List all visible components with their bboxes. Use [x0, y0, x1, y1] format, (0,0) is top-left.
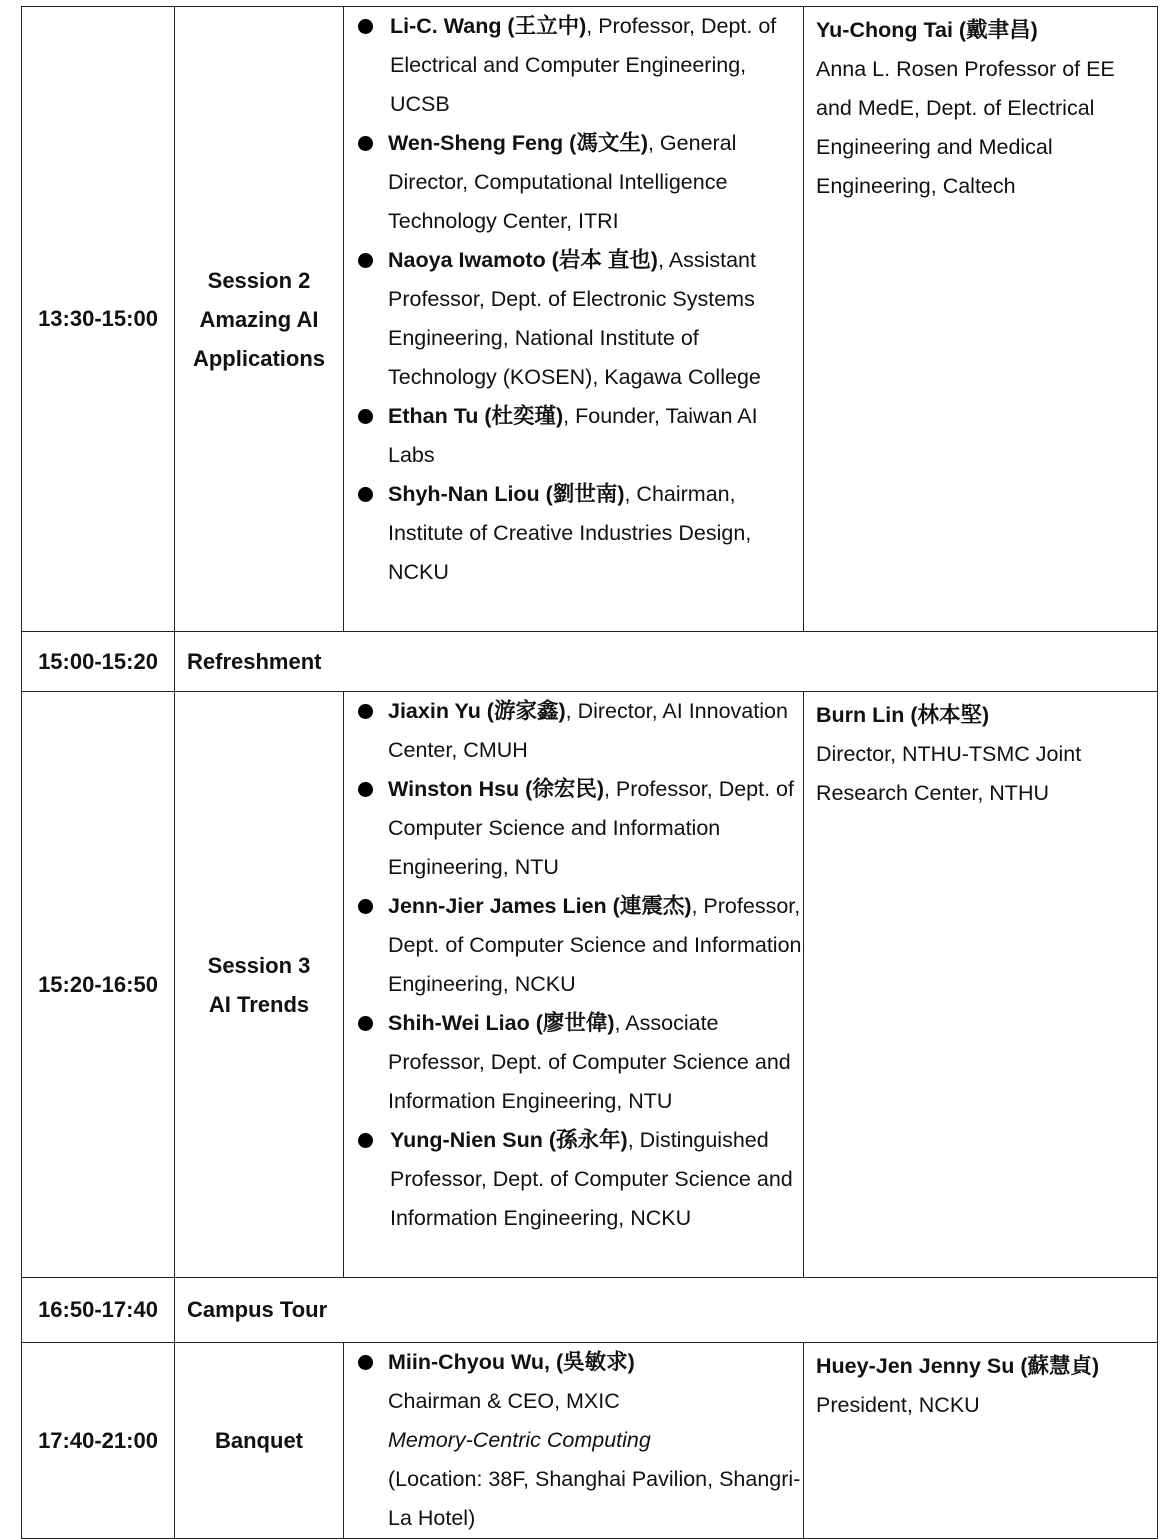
speaker-affiliation: , Assistant Professor, Dept. of Electronic Systems Engineering, National Institute of Technology (KOSEN), Kagawa College: [388, 248, 761, 389]
break-label: Campus Tour: [175, 1278, 1158, 1343]
agenda-row-break: [22, 632, 1158, 692]
speaker-item: [344, 692, 803, 770]
speaker-affiliation: , Professor, Dept. of Computer Science and Information Engineering, NCKU: [388, 894, 802, 996]
bullet-icon: [358, 19, 373, 34]
agenda-row-banquet: [22, 1343, 1158, 1539]
speaker-item: [344, 7, 803, 124]
session-number: Session 2: [207, 267, 311, 293]
speaker-item: [344, 241, 803, 397]
time-cell: 13:30-15:00: [22, 7, 175, 632]
bullet-icon: [358, 409, 373, 424]
session-title-line: Banquet: [215, 1428, 303, 1453]
bullet-icon: [358, 487, 373, 502]
speaker-name: Ethan Tu (杜奕瑾): [388, 404, 564, 428]
speaker-name: Miin-Chyou Wu, (吳敏求): [388, 1350, 635, 1374]
speaker-list: [344, 1343, 803, 1538]
speaker-affiliation: , Chairman, Institute of Creative Industries Design, NCKU: [388, 482, 752, 584]
bullet-icon: [358, 1133, 373, 1148]
speaker-name: Yung-Nien Sun (孫永年): [390, 1128, 628, 1152]
host-name: Huey-Jen Jenny Su (蘇慧貞): [816, 1354, 1100, 1378]
agenda-row-session3: [22, 692, 1158, 1278]
speaker-affiliation: , Professor, Dept. of Electrical and Computer Engineering, UCSB: [390, 14, 777, 116]
session-title-cell: [175, 7, 344, 632]
bullet-icon: [358, 704, 373, 719]
speaker-name: Jiaxin Yu (游家鑫): [388, 699, 566, 723]
agenda-row-session2: [22, 7, 1158, 632]
speaker-item: [344, 475, 803, 592]
speaker-affiliation: , Associate Professor, Dept. of Computer Science and Information Engineering, NTU: [388, 1011, 791, 1113]
talk-title: Memory-Centric Computing: [388, 1428, 651, 1452]
session-title-cell: [175, 1343, 344, 1539]
time-cell: 17:40-21:00: [22, 1343, 175, 1539]
speaker-affiliation: , Professor, Dept. of Computer Science and Information Engineering, NTU: [388, 777, 794, 879]
host-affiliation: Director, NTHU-TSMC Joint Research Center, NTHU: [816, 742, 1082, 805]
bullet-icon: [358, 136, 373, 151]
speaker-name: Winston Hsu (徐宏民): [388, 777, 604, 801]
bullet-icon: [358, 253, 373, 268]
speaker-name: Li-C. Wang (王立中): [390, 14, 587, 38]
speaker-item: [344, 1343, 803, 1538]
speaker-list: [344, 692, 803, 1238]
host-affiliation: President, NCKU: [816, 1393, 980, 1417]
time-cell: 16:50-17:40: [22, 1278, 175, 1343]
bullet-icon: [358, 899, 373, 914]
speakers-cell: [344, 7, 804, 632]
speaker-affiliation: , Director, AI Innovation Center, CMUH: [388, 699, 788, 762]
host-affiliation: Anna L. Rosen Professor of EE and MedE, Dept. of Electrical Engineering and Medical Engineering, Caltech: [816, 57, 1115, 198]
speaker-list: [344, 7, 803, 592]
host-cell: [804, 1343, 1158, 1539]
bullet-icon: [358, 1016, 373, 1031]
speaker-affiliation: , Founder, Taiwan AI Labs: [388, 404, 758, 467]
speaker-item: [344, 124, 803, 241]
speakers-cell: [344, 692, 804, 1278]
time-cell: 15:20-16:50: [22, 692, 175, 1278]
host-name: Yu-Chong Tai (戴聿昌): [816, 18, 1038, 42]
bullet-icon: [358, 782, 373, 797]
session-title-line: AI Trends: [208, 991, 310, 1017]
speaker-item: [344, 887, 803, 1004]
speaker-affiliation: Chairman & CEO, MXIC: [388, 1389, 620, 1413]
host-cell: [804, 7, 1158, 632]
session-title-cell: [175, 692, 344, 1278]
host-name: Burn Lin (林本堅): [816, 703, 990, 727]
bullet-icon: [358, 1355, 373, 1370]
speaker-item: [344, 1004, 803, 1121]
speaker-item: [344, 1121, 803, 1238]
speaker-name: Shih-Wei Liao (廖世偉): [388, 1011, 615, 1035]
speaker-name: Shyh-Nan Liou (劉世南): [388, 482, 625, 506]
speaker-item: [344, 770, 803, 887]
session-number: Session 3: [207, 952, 311, 978]
speaker-name: Jenn-Jier James Lien (連震杰): [388, 894, 692, 918]
session-title-line: Amazing AI: [199, 306, 319, 332]
break-label: Refreshment: [175, 632, 1158, 692]
speaker-name: Naoya Iwamoto (岩本 直也): [388, 248, 658, 272]
session-title-line: Applications: [192, 345, 325, 371]
speaker-name: Wen-Sheng Feng (馮文生): [388, 131, 648, 155]
host-cell: [804, 692, 1158, 1278]
event-location: (Location: 38F, Shanghai Pavilion, Shangri-La Hotel): [388, 1467, 801, 1530]
speaker-item: [344, 397, 803, 475]
speakers-cell: [344, 1343, 804, 1539]
speaker-affiliation: , General Director, Computational Intelligence Technology Center, ITRI: [388, 131, 737, 233]
time-cell: 15:00-15:20: [22, 632, 175, 692]
speaker-affiliation: , Distinguished Professor, Dept. of Computer Science and Information Engineering, NCKU: [390, 1128, 793, 1230]
agenda-row-break: [22, 1278, 1158, 1343]
agenda-table: [21, 6, 1158, 1539]
